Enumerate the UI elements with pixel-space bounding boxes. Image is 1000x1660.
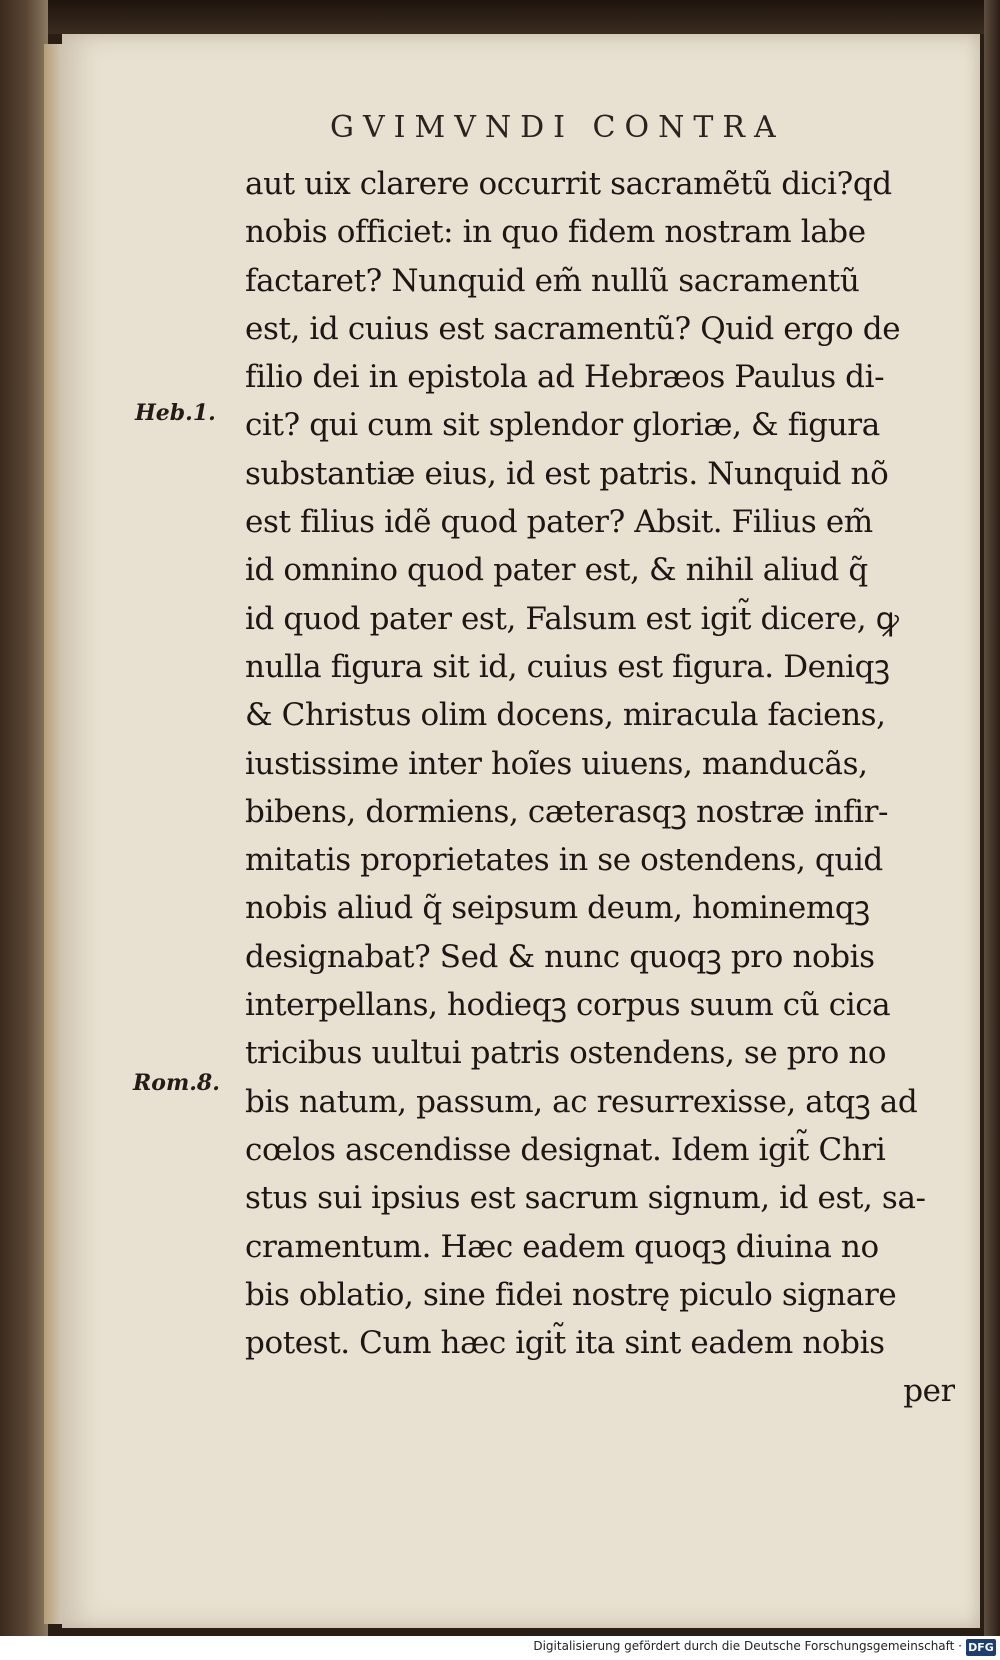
funding-note: Digitalisierung gefördert durch die Deutsche Forschungsgemeinschaft ·: [533, 1639, 962, 1653]
marginal-note-rom: Rom.8.: [133, 1070, 220, 1096]
text-line: nobis officiet: in quo fidem nostram labe: [245, 214, 866, 251]
text-line: interpellans, hodieqꝫ corpus suum cũ cica: [245, 987, 891, 1024]
text-line: filio dei in epistola ad Hebræos Paulus di-: [245, 359, 885, 396]
text-line: aut uix clarere occurrit sacramẽtũ dici?qd: [245, 166, 892, 202]
digitization-footer: [0, 1636, 1000, 1660]
text-line: cœlos ascendisse designat. Idem igit̃ Chri: [245, 1131, 886, 1168]
text-line: mitatis proprietates in se ostendens, quid: [245, 842, 883, 879]
scan-right-edge: [984, 0, 1000, 1660]
text-line: stus sui ipsius est sacrum signum, id est, sa-: [245, 1180, 926, 1217]
text-line: nobis aliud q̃ seipsum deum, hominemqꝫ: [245, 890, 870, 927]
text-line: designabat? Sed & nunc quoqꝫ pro nobis: [245, 938, 875, 975]
scan-top-band: [0, 0, 1000, 34]
text-line: iustissime inter hoĩes uiuens, manducãs,: [245, 745, 868, 782]
running-head: GVIMVNDI CONTRA: [330, 110, 785, 145]
dfg-logo: DFG: [966, 1639, 996, 1656]
text-line: id quod pater est, Falsum est igit̃ dicere, ꝙ: [245, 600, 899, 637]
body-text: [245, 160, 955, 1416]
text-line: substantiæ eius, id est patris. Nunquid nõ: [245, 455, 889, 492]
text-line: bis oblatio, sine fidei nostrę piculo signare: [245, 1276, 897, 1313]
text-line: tricibus uultui patris ostendens, se pro no: [245, 1035, 887, 1072]
marginal-note-heb: Heb.1.: [135, 400, 216, 426]
scan-left-edge: [0, 0, 48, 1660]
text-line: bibens, dormiens, cæterasqꝫ nostræ infir-: [245, 793, 889, 830]
text-line: bis natum, passum, ac resurrexisse, atqꝫ ad: [245, 1083, 918, 1120]
catchword: per: [903, 1373, 955, 1410]
text-line: nulla figura sit id, cuius est figura. Deniqꝫ: [245, 648, 890, 685]
text-line: est filius idẽ quod pater? Absit. Filius em̃: [245, 504, 873, 541]
text-line: id omnino quod pater est, & nihil aliud q̃: [245, 552, 868, 589]
text-line: potest. Cum hæc igit̃ ita sint eadem nobis: [245, 1325, 885, 1362]
text-line: & Christus olim docens, miracula faciens,: [245, 697, 886, 734]
text-line: cramentum. Hæc eadem quoqꝫ diuina no: [245, 1228, 879, 1265]
text-line: factaret? Nunquid em̃ nullũ sacramentũ: [245, 262, 860, 299]
text-line: est, id cuius est sacramentũ? Quid ergo de: [245, 310, 901, 347]
text-line: cit? qui cum sit splendor gloriæ, & figura: [245, 407, 880, 444]
